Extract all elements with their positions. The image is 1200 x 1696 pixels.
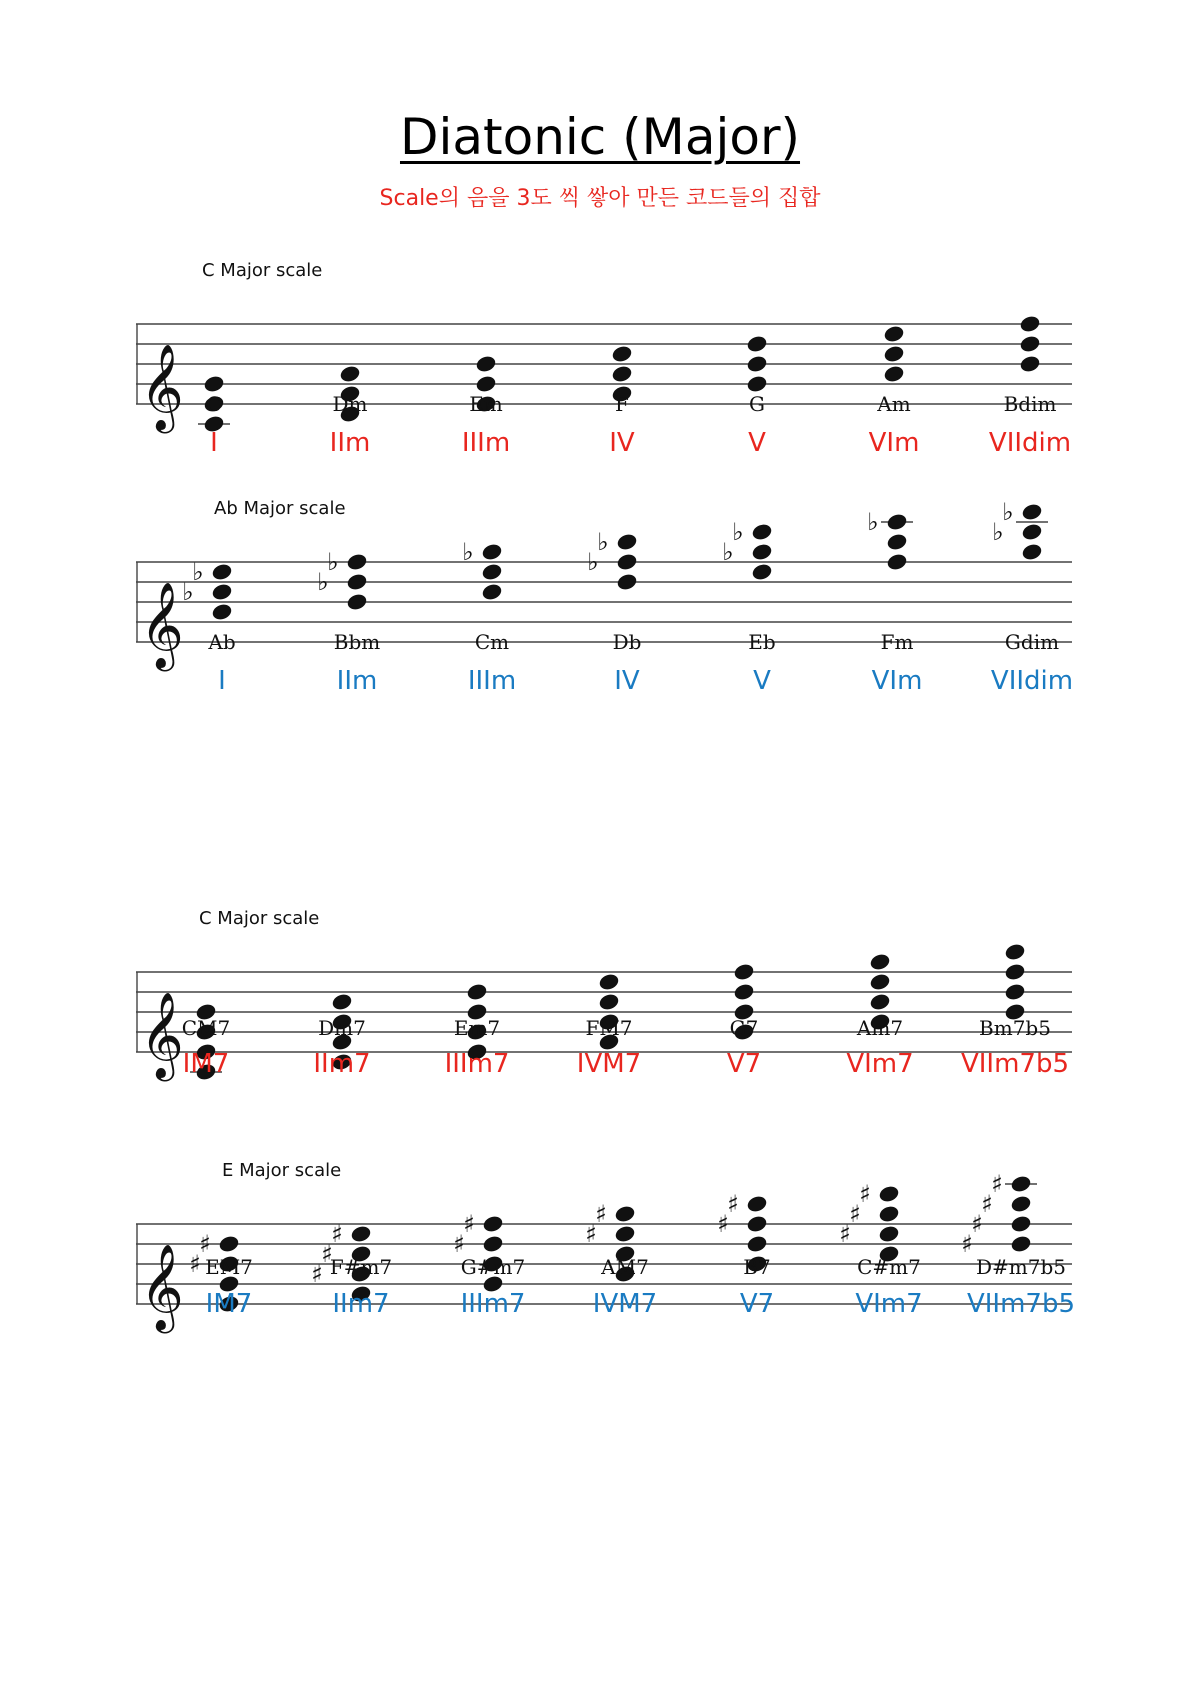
note-head <box>1010 1194 1033 1214</box>
chord-name: Am7 <box>856 1016 904 1040</box>
sharp-icon: ♯ <box>717 1210 729 1238</box>
flat-icon: ♭ <box>732 518 744 546</box>
roman-numeral: VIIdim <box>988 428 1072 458</box>
roman-numeral: IIm7 <box>313 1049 371 1079</box>
scale-label: C Major scale <box>202 260 323 281</box>
note-head <box>746 1234 769 1254</box>
chord-notes <box>746 334 769 394</box>
roman-numeral: IM7 <box>205 1289 253 1319</box>
chord-notes <box>839 1180 900 1264</box>
roman-numeral: VIm7 <box>846 1049 914 1079</box>
flat-icon: ♭ <box>317 568 329 596</box>
roman-numeral: VIIm7b5 <box>966 1289 1076 1319</box>
note-head <box>475 374 498 394</box>
roman-numeral: IIm <box>336 666 378 696</box>
flat-icon: ♭ <box>992 518 1004 546</box>
note-head <box>869 972 892 992</box>
chord-name: F <box>615 392 629 416</box>
note-head <box>1019 334 1042 354</box>
chord-name: C <box>206 392 222 416</box>
note-head <box>751 522 774 542</box>
treble-clef-icon: 𝄞 <box>140 582 184 668</box>
chord-name: Bdim <box>1003 392 1057 416</box>
sharp-icon: ♯ <box>595 1200 607 1228</box>
chord-notes <box>992 498 1048 562</box>
staff-system <box>0 262 1200 482</box>
note-head <box>883 324 906 344</box>
chord-name: Dm7 <box>318 1016 366 1040</box>
roman-numeral: IVM7 <box>592 1289 658 1319</box>
scale-label: E Major scale <box>222 1160 342 1181</box>
note-head <box>481 542 504 562</box>
staff-system <box>0 910 1200 1130</box>
flat-icon: ♭ <box>722 538 734 566</box>
sharp-icon: ♯ <box>585 1220 597 1248</box>
note-head <box>482 1214 505 1234</box>
note-head <box>350 1224 373 1244</box>
note-head <box>869 992 892 1012</box>
note-head <box>1004 962 1027 982</box>
roman-numeral: V7 <box>726 1049 762 1079</box>
flat-icon: ♭ <box>462 538 474 566</box>
roman-numeral: IV <box>614 666 640 696</box>
note-head <box>883 344 906 364</box>
note-head <box>614 1204 637 1224</box>
note-head <box>616 552 639 572</box>
roman-numeral: IVM7 <box>576 1049 642 1079</box>
chord-name: Gdim <box>1004 630 1060 654</box>
note-head <box>614 1224 637 1244</box>
music-staff <box>136 284 1072 430</box>
roman-numeral: VIIm7b5 <box>960 1049 1070 1079</box>
flat-icon: ♭ <box>192 558 204 586</box>
note-head <box>346 592 369 612</box>
flat-icon: ♭ <box>182 578 194 606</box>
sharp-icon: ♯ <box>453 1230 465 1258</box>
note-head <box>1004 942 1027 962</box>
sharp-icon: ♯ <box>311 1260 323 1288</box>
note-head <box>751 562 774 582</box>
note-head <box>598 972 621 992</box>
note-head <box>746 1214 769 1234</box>
note-head <box>481 562 504 582</box>
chord-name: Em7 <box>453 1016 501 1040</box>
chord-name: Eb <box>748 630 776 654</box>
chord-name: G#m7 <box>460 1255 526 1279</box>
roman-numeral: VIm7 <box>855 1289 923 1319</box>
note-head <box>481 582 504 602</box>
sharp-icon: ♯ <box>971 1210 983 1238</box>
note-head <box>616 532 639 552</box>
note-head <box>886 552 909 572</box>
chord-notes <box>182 558 233 622</box>
note-head <box>1004 982 1027 1002</box>
sharp-icon: ♯ <box>859 1180 871 1208</box>
chord-name: C#m7 <box>857 1255 921 1279</box>
chord-name: Ab <box>208 630 236 654</box>
note-head <box>331 992 354 1012</box>
note-head <box>466 982 489 1002</box>
treble-clef-icon: 𝄞 <box>140 344 184 430</box>
sharp-icon: ♯ <box>961 1230 973 1258</box>
chord-name: Cm <box>474 630 510 654</box>
flat-icon: ♭ <box>867 508 879 536</box>
chord-notes <box>722 518 773 582</box>
chord-name: Bbm <box>333 630 381 654</box>
flat-icon: ♭ <box>327 548 339 576</box>
note-head <box>218 1234 241 1254</box>
roman-numeral: IIm7 <box>332 1289 390 1319</box>
note-head <box>1021 522 1044 542</box>
note-head <box>746 334 769 354</box>
sharp-icon: ♯ <box>189 1250 201 1278</box>
roman-numeral: VIIdim <box>990 666 1074 696</box>
chord-notes <box>1004 942 1027 1022</box>
chord-name: Dm <box>332 392 368 416</box>
note-head <box>211 582 234 602</box>
chord-name: Db <box>612 630 642 654</box>
chord-name: FM7 <box>585 1016 633 1040</box>
roman-numeral: V <box>753 666 771 696</box>
chord-notes <box>462 538 503 602</box>
note-head <box>746 1194 769 1214</box>
note-head <box>746 354 769 374</box>
chord-notes <box>453 1210 504 1294</box>
roman-numeral: IM7 <box>182 1049 230 1079</box>
note-head <box>611 344 634 364</box>
scale-label: C Major scale <box>199 908 320 929</box>
roman-numeral: I <box>210 428 218 458</box>
chord-name: Am <box>877 392 911 416</box>
note-head <box>1010 1214 1033 1234</box>
note-head <box>475 354 498 374</box>
note-head <box>886 532 909 552</box>
roman-numeral: V7 <box>739 1289 775 1319</box>
note-head <box>482 1234 505 1254</box>
sharp-icon: ♯ <box>331 1220 343 1248</box>
scale-label: Ab Major scale <box>214 498 346 519</box>
roman-numeral: IV <box>609 428 635 458</box>
roman-numeral: IIIm <box>461 428 511 458</box>
note-head <box>869 952 892 972</box>
chord-notes <box>961 1170 1037 1258</box>
sharp-icon: ♯ <box>991 1170 1003 1198</box>
chord-name: F#m7 <box>329 1255 393 1279</box>
roman-numeral: V <box>748 428 766 458</box>
chord-name: AM7 <box>601 1255 649 1279</box>
treble-clef-icon: 𝄞 <box>140 992 184 1078</box>
note-head <box>1010 1234 1033 1254</box>
sharp-icon: ♯ <box>849 1200 861 1228</box>
flat-icon: ♭ <box>1002 498 1014 526</box>
note-head <box>346 552 369 572</box>
chord-name: EM7 <box>205 1255 253 1279</box>
note-head <box>1021 542 1044 562</box>
note-head <box>598 992 621 1012</box>
note-head <box>751 542 774 562</box>
chord-notes <box>1019 314 1042 374</box>
chord-name: B7 <box>743 1255 771 1279</box>
chord-name: D#m7b5 <box>975 1255 1067 1279</box>
note-head <box>1021 502 1044 522</box>
chord-name: Bm7b5 <box>979 1016 1051 1040</box>
note-head <box>346 572 369 592</box>
note-head <box>211 562 234 582</box>
roman-numeral: VIm <box>868 428 920 458</box>
roman-numeral: VIm <box>871 666 923 696</box>
roman-numeral: I <box>218 666 226 696</box>
treble-clef-icon: 𝄞 <box>140 1244 184 1330</box>
note-head <box>211 602 234 622</box>
chord-name: G <box>749 392 765 416</box>
roman-numeral: IIIm7 <box>444 1049 510 1079</box>
note-head <box>733 962 756 982</box>
sharp-icon: ♯ <box>727 1190 739 1218</box>
chord-name: Fm <box>880 630 914 654</box>
staff-system <box>0 1162 1200 1382</box>
flat-icon: ♭ <box>597 528 609 556</box>
chord-name: Em <box>469 392 503 416</box>
page-title: Diatonic (Major) <box>399 108 801 166</box>
note-head <box>339 364 362 384</box>
note-head <box>611 364 634 384</box>
note-head <box>616 572 639 592</box>
roman-numeral: IIIm7 <box>460 1289 526 1319</box>
sharp-icon: ♯ <box>839 1220 851 1248</box>
chord-notes <box>883 324 906 384</box>
note-head <box>733 982 756 1002</box>
sharp-icon: ♯ <box>199 1230 211 1258</box>
sharp-icon: ♯ <box>321 1240 333 1268</box>
page-subtitle: Scale의 음을 3도 씩 쌓아 만든 코드들의 집합 <box>379 186 821 211</box>
chord-name: G7 <box>729 1016 759 1040</box>
note-head <box>883 364 906 384</box>
note-head <box>878 1184 901 1204</box>
note-head <box>1019 314 1042 334</box>
chord-name: CM7 <box>181 1016 231 1040</box>
roman-numeral: IIm <box>329 428 371 458</box>
roman-numeral: IIIm <box>467 666 517 696</box>
note-head <box>203 374 226 394</box>
staff-system <box>0 500 1200 720</box>
note-head <box>886 512 909 532</box>
note-head <box>878 1224 901 1244</box>
note-head <box>1019 354 1042 374</box>
sharp-icon: ♯ <box>463 1210 475 1238</box>
note-head <box>878 1204 901 1224</box>
note-head <box>746 374 769 394</box>
flat-icon: ♭ <box>587 548 599 576</box>
sharp-icon: ♯ <box>981 1190 993 1218</box>
note-head <box>1010 1174 1033 1194</box>
